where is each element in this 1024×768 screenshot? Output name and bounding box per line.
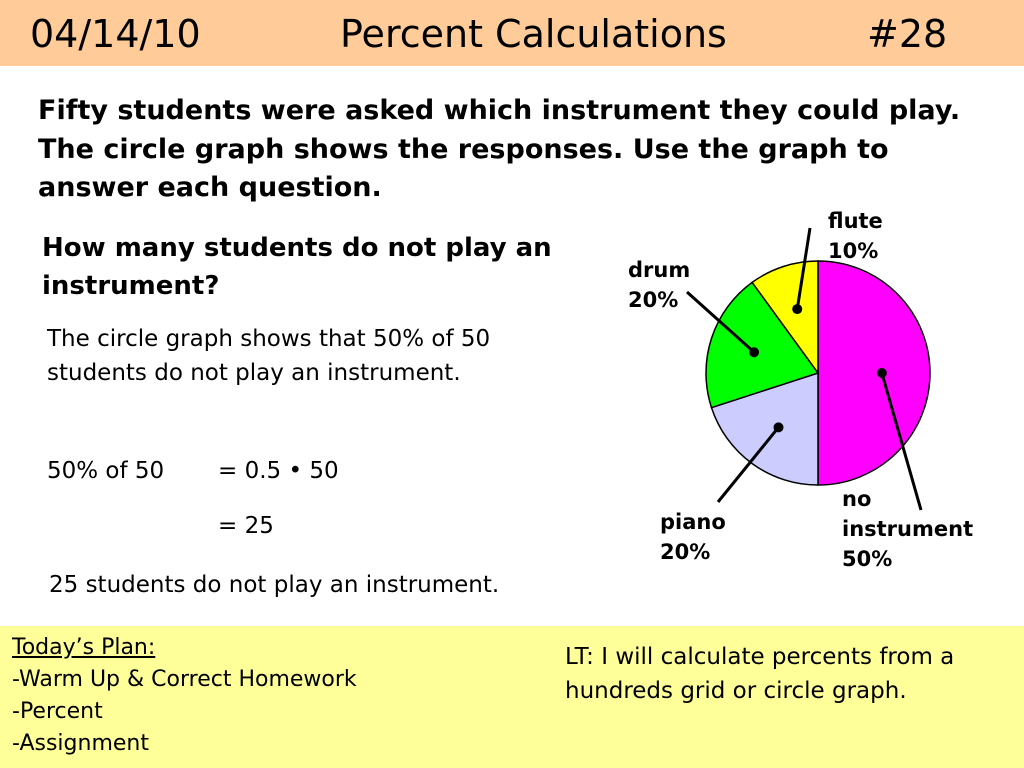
slice-no-instrument <box>818 261 930 485</box>
plan-item: -Assignment <box>12 731 149 756</box>
label-drum-pct: 20% <box>628 288 679 312</box>
label-noinst-name: no <box>842 487 872 511</box>
calc-line1-left: 50% of 50 <box>47 458 165 484</box>
explanation-text: The circle graph shows that 50% of 50 students do not play an instrument. <box>47 326 491 386</box>
header-date: 04/14/10 <box>30 12 201 56</box>
plan-item: -Warm Up & Correct Homework <box>12 667 357 692</box>
calc-line1-right: = 0.5 • 50 <box>218 458 339 484</box>
leader-flute-dot <box>792 304 802 314</box>
header-number: #28 <box>867 12 948 56</box>
answer-text: 25 students do not play an instrument. <box>49 572 500 598</box>
label-noinst-word: instrument <box>842 517 974 541</box>
label-noinst-pct: 50% <box>842 547 893 571</box>
label-drum-name: drum <box>628 258 691 282</box>
leader-drum-dot <box>749 347 759 357</box>
leader-piano-dot <box>774 422 784 432</box>
plan-title: Today’s Plan: <box>12 635 156 660</box>
label-flute-name: flute <box>828 209 883 233</box>
calc-line2-right: = 25 <box>218 513 274 539</box>
label-flute-pct: 10% <box>828 239 879 263</box>
intro-text: Fifty students were asked which instrument they could play. The circle graph shows the responses. Use the graph to answer each question. <box>38 95 961 203</box>
plan-box <box>12 632 357 760</box>
header-title: Percent Calculations <box>340 12 727 56</box>
bottom-panel <box>0 626 1024 768</box>
learning-target: LT: I will calculate percents from a hundreds grid or circle graph. <box>565 644 955 704</box>
question-text: How many students do not play an instrument? <box>42 233 552 301</box>
plan-item: -Percent <box>12 699 103 724</box>
label-piano-pct: 20% <box>660 540 711 564</box>
label-piano-name: piano <box>660 510 726 534</box>
leader-no-instrument-dot <box>877 368 887 378</box>
